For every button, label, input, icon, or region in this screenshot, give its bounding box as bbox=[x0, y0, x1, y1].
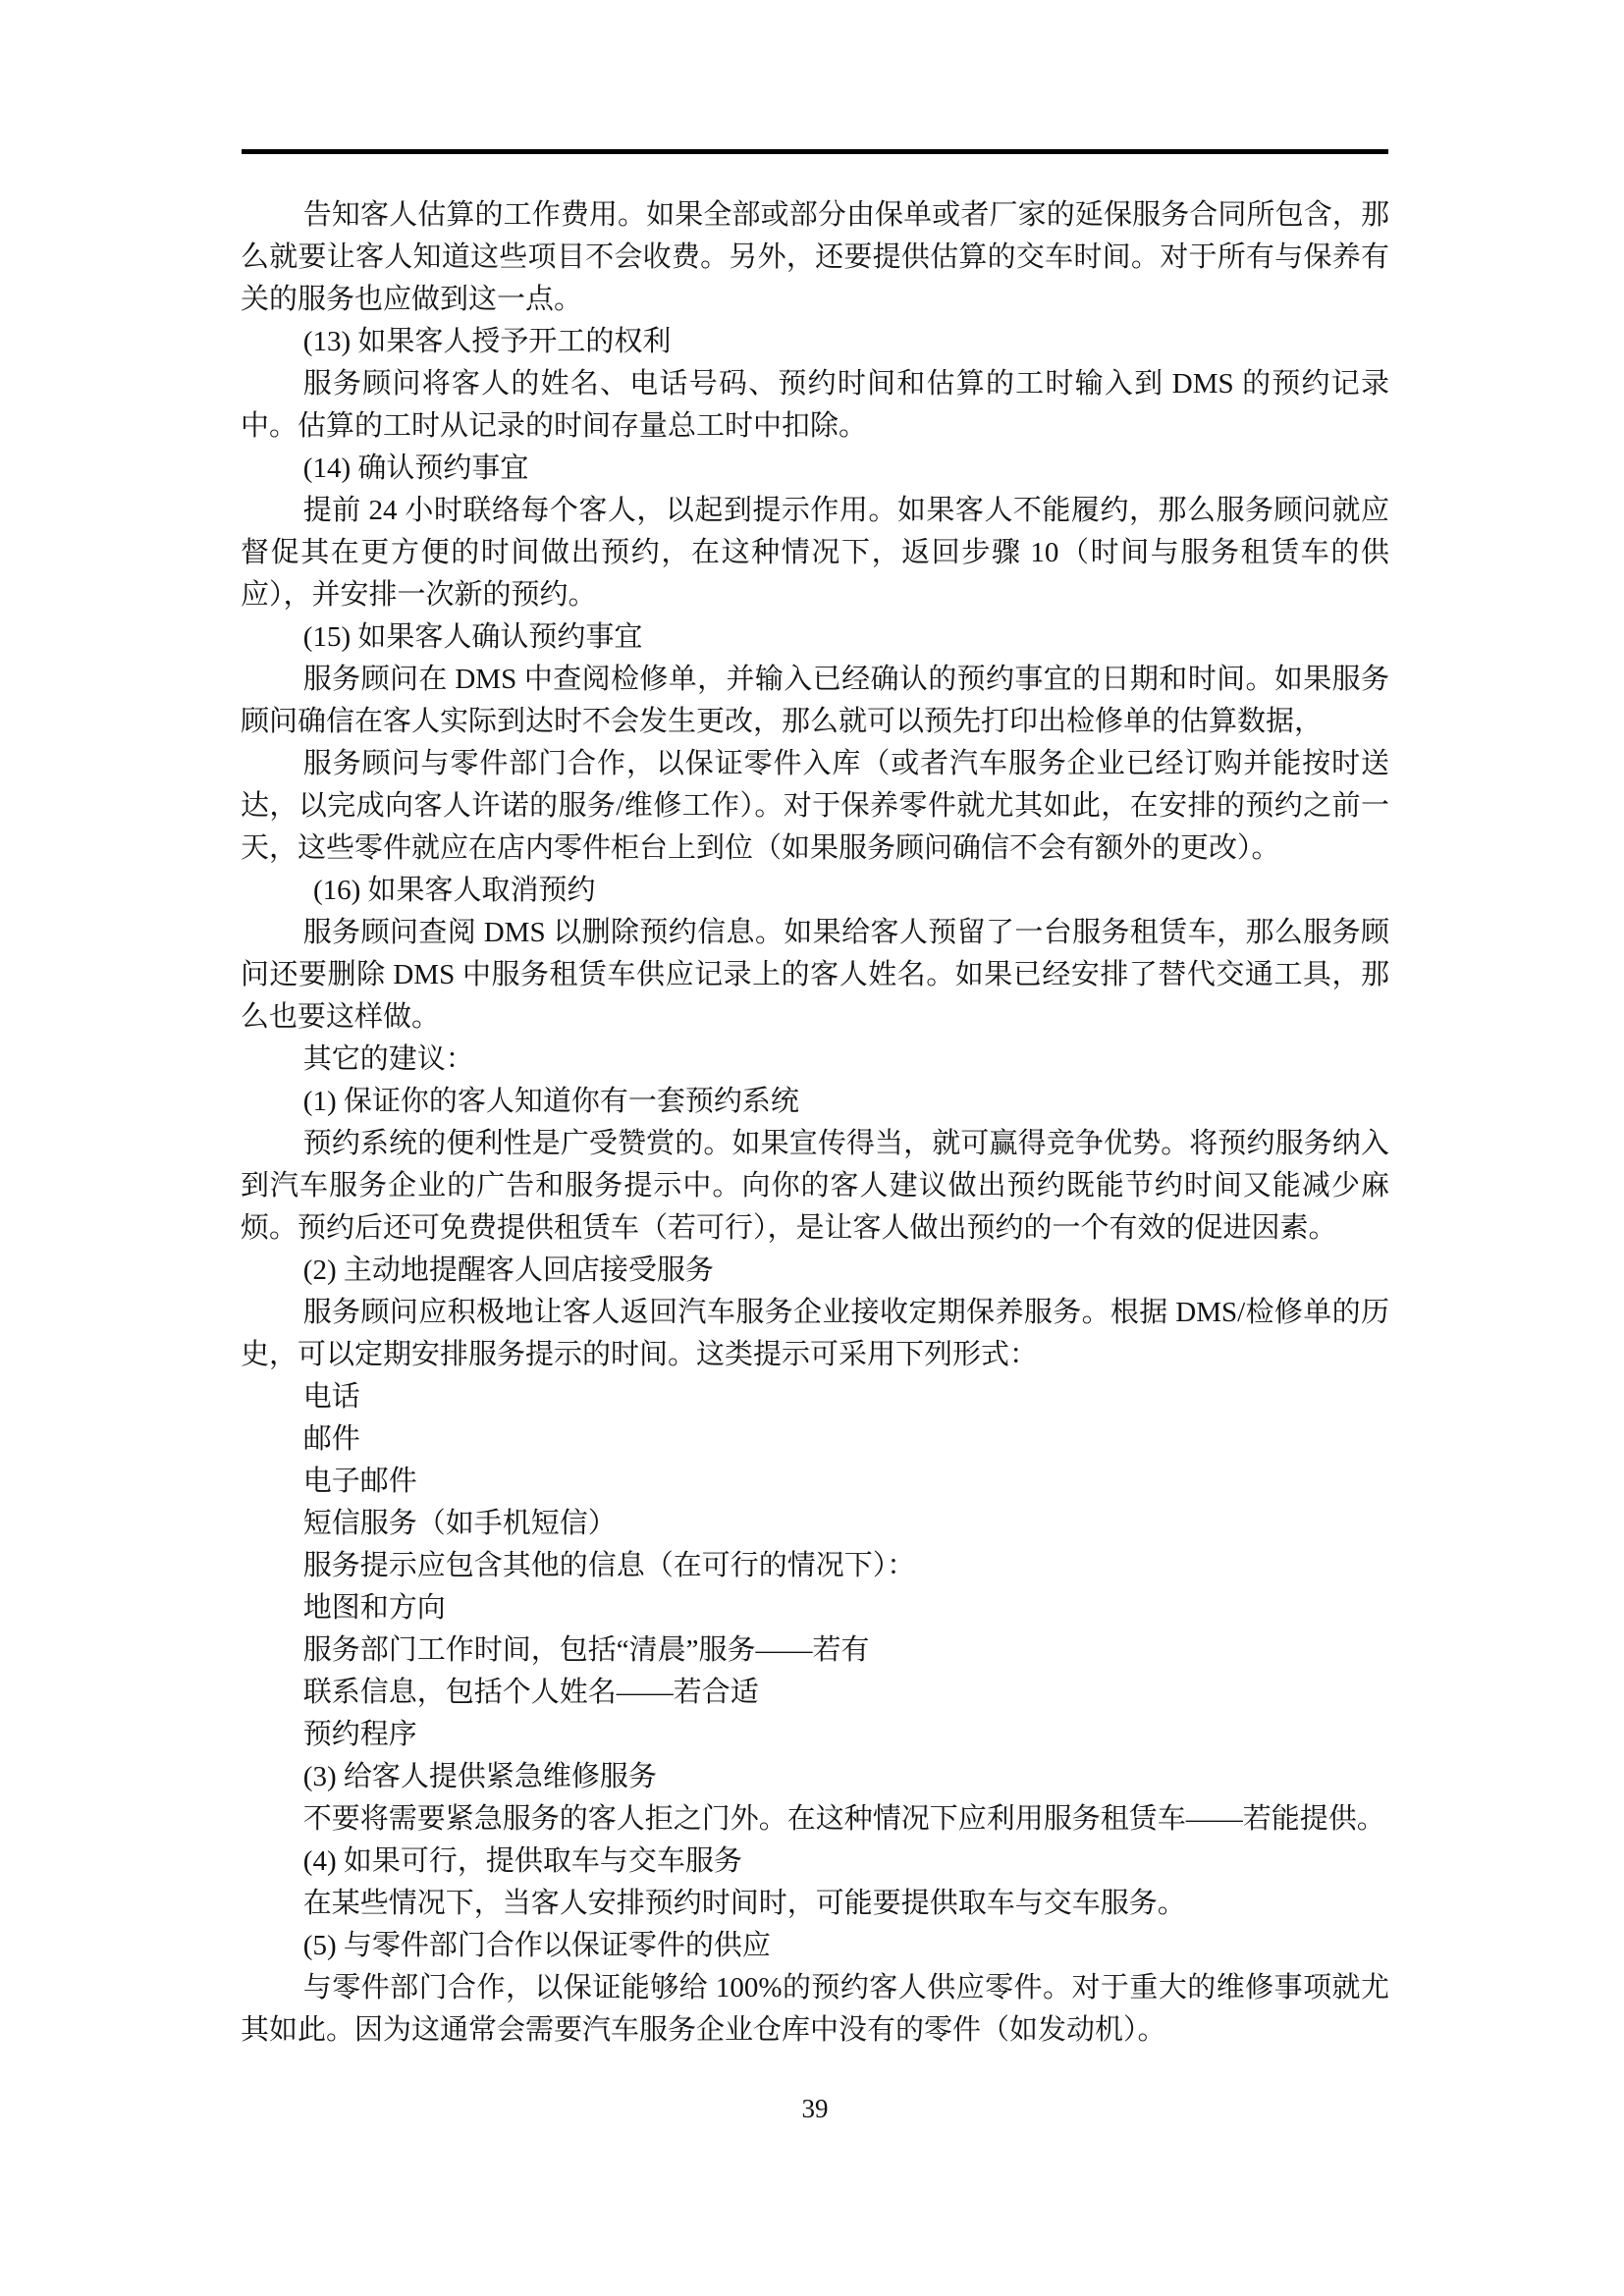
paragraph: 服务顾问应积极地让客人返回汽车服务企业接收定期保养服务。根据 DMS/检修单的历史，可以定期安排服务提示的时间。这类提示可采用下列形式： bbox=[241, 1297, 1389, 1370]
paragraph: 短信服务（如手机短信） bbox=[302, 1508, 617, 1539]
paragraph: (16) 如果客人取消预约 bbox=[312, 875, 596, 906]
paragraph: 服务顾问查阅 DMS 以删除预约信息。如果给客人预留了一台服务租赁车，那么服务顾问还要删除 DMS 中服务租赁车供应记录上的客人姓名。如果已经安排了替代交通工具，那么也要这样做。 bbox=[241, 917, 1389, 1033]
paragraph: 预约系统的便利性是广受赞赏的。如果宣传得当，就可赢得竞争优势。将预约服务纳入到汽车服务企业的广告和服务提示中。向你的客人建议做出预约既能节约时间又能减少麻烦。预约后还可免费提供租赁车（若可行），是让客人做出预约的一个有效的促进因素。 bbox=[241, 1128, 1389, 1244]
header-rule bbox=[242, 149, 1388, 154]
paragraph: (4) 如果可行，提供取车与交车服务 bbox=[302, 1845, 742, 1877]
paragraph: 提前 24 小时联络每个客人，以起到提示作用。如果客人不能履约，那么服务顾问就应督促其在更方便的时间做出预约，在这种情况下，返回步骤 10（时间与服务租赁车的供应），并安排一次新的预约。 bbox=[241, 495, 1389, 611]
paragraph: 与零件部门合作，以保证能够给 100%的预约客人供应零件。对于重大的维修事项就尤其如此。因为这通常会需要汽车服务企业仓库中没有的零件（如发动机）。 bbox=[241, 1972, 1389, 2046]
body-text bbox=[241, 194, 1389, 2052]
paragraph: 地图和方向 bbox=[302, 1592, 446, 1624]
paragraph: (15) 如果客人确认预约事宜 bbox=[302, 621, 643, 653]
page-number: 39 bbox=[801, 2094, 829, 2123]
paragraph: (5) 与零件部门合作以保证零件的供应 bbox=[302, 1930, 771, 1961]
paragraph: 其它的建议： bbox=[302, 1043, 474, 1075]
paragraph: 电话 bbox=[302, 1381, 360, 1413]
paragraph: (2) 主动地提醒客人回店接受服务 bbox=[302, 1255, 714, 1286]
paragraph: 服务顾问与零件部门合作，以保证零件入库（或者汽车服务企业已经订购并能按时送达，以完成向客人许诺的服务/维修工作）。对于保养零件就尤其如此，在安排的预约之前一天，这些零件就应在店内零件柜台上到位（如果服务顾问确信不会有额外的更改）。 bbox=[241, 748, 1389, 864]
paragraph: 联系信息，包括个人姓名——若合适 bbox=[302, 1677, 759, 1708]
paragraph: 邮件 bbox=[302, 1423, 360, 1455]
paragraph: 不要将需要紧急服务的客人拒之门外。在这种情况下应利用服务租赁车——若能提供。 bbox=[302, 1803, 1385, 1835]
paragraph: (13) 如果客人授予开工的权利 bbox=[302, 326, 672, 357]
paragraph: 在某些情况下，当客人安排预约时间时，可能要提供取车与交车服务。 bbox=[302, 1888, 1186, 1919]
paragraph: (3) 给客人提供紧急维修服务 bbox=[302, 1761, 657, 1792]
paragraph: (1) 保证你的客人知道你有一套预约系统 bbox=[302, 1086, 799, 1117]
paragraph: 告知客人估算的工作费用。如果全部或部分由保单或者厂家的延保服务合同所包含，那么就要让客人知道这些项目不会收费。另外，还要提供估算的交车时间。对于所有与保养有关的服务也应做到这一点。 bbox=[241, 199, 1389, 315]
paragraph: 预约程序 bbox=[302, 1719, 417, 1750]
paragraph: 服务部门工作时间，包括“清晨”服务——若有 bbox=[302, 1634, 870, 1666]
paragraph: 电子邮件 bbox=[302, 1466, 417, 1497]
paragraph: 服务顾问在 DMS 中查阅检修单，并输入已经确认的预约事宜的日期和时间。如果服务顾问确信在客人实际到达时不会发生更改，那么就可以预先打印出检修单的估算数据， bbox=[241, 664, 1389, 737]
paragraph: 服务提示应包含其他的信息（在可行的情况下）： bbox=[302, 1550, 916, 1581]
paragraph: (14) 确认预约事宜 bbox=[302, 453, 529, 484]
paragraph: 服务顾问将客人的姓名、电话号码、预约时间和估算的工时输入到 DMS 的预约记录中。估算的工时从记录的时间存量总工时中扣除。 bbox=[241, 368, 1389, 442]
